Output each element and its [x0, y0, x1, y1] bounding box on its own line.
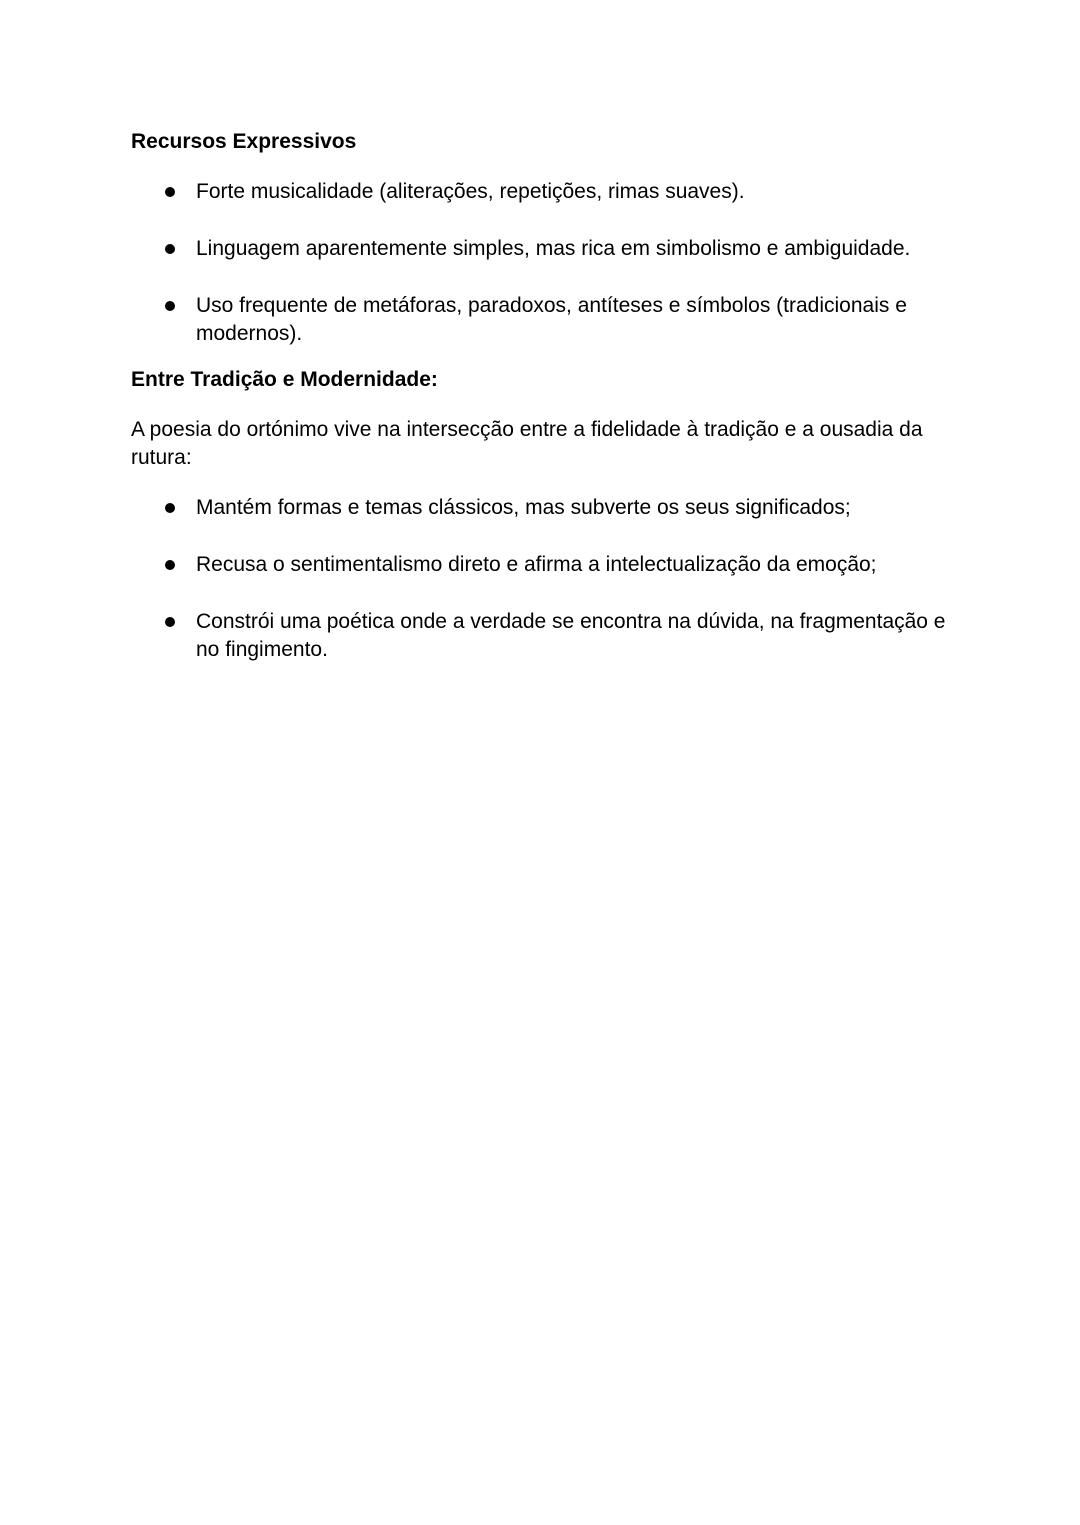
bullet-icon	[165, 244, 175, 254]
list-item-text: Recusa o sentimentalismo direto e afirma a intelectualização da emoção;	[196, 553, 877, 576]
section-heading-recursos-expressivos: Recursos Expressivos	[131, 130, 357, 153]
list-item-text: Linguagem aparentemente simples, mas rica em simbolismo e ambiguidade.	[196, 237, 911, 260]
list-item	[131, 235, 946, 263]
bullet-icon	[165, 560, 175, 570]
list-item-text: Uso frequente de metáforas, paradoxos, antíteses e símbolos (tradicionais e modernos).	[196, 294, 907, 345]
document-content	[131, 128, 946, 664]
list-item	[131, 292, 946, 348]
list-item	[131, 178, 946, 206]
list-item-text: Forte musicalidade (aliterações, repetições, rimas suaves).	[196, 180, 745, 203]
list-item	[131, 608, 946, 664]
list-item-text: Constrói uma poética onde a verdade se encontra na dúvida, na fragmentação e no fingimento.	[196, 610, 946, 661]
bullet-icon	[165, 187, 175, 197]
section-heading-tradicao-modernidade: Entre Tradição e Modernidade:	[131, 368, 438, 391]
list-item	[131, 494, 946, 522]
bullet-list-recursos	[131, 178, 946, 348]
bullet-icon	[165, 301, 175, 311]
list-item-text: Mantém formas e temas clássicos, mas subverte os seus significados;	[196, 496, 851, 519]
bullet-icon	[165, 503, 175, 513]
list-item	[131, 551, 946, 579]
bullet-list-tradicao	[131, 494, 946, 664]
bullet-icon	[165, 617, 175, 627]
intro-paragraph: A poesia do ortónimo vive na intersecção entre a fidelidade à tradição e a ousadia da rutura:	[131, 418, 923, 469]
